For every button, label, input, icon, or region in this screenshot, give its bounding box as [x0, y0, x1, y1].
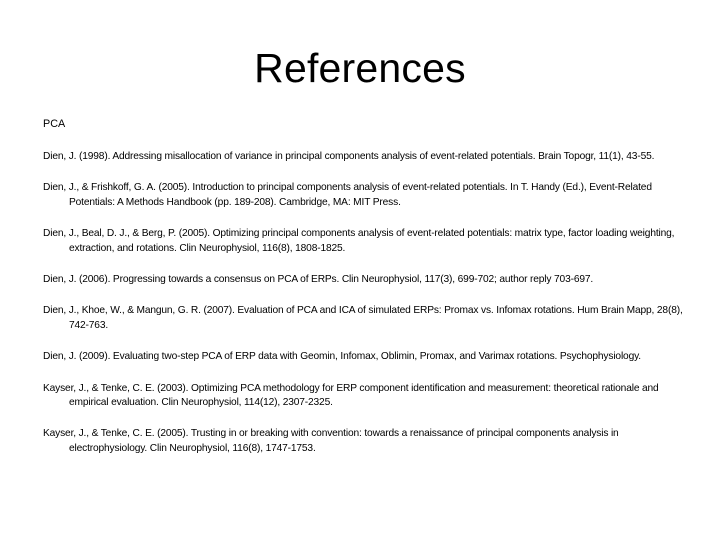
reference-item: Dien, J. (1998). Addressing misallocation of variance in principal components analysis of event-related potentials. Brain Topogr, 11(1), 43-55. — [43, 151, 655, 162]
slide-body — [43, 117, 683, 473]
slide-title: References — [254, 45, 466, 91]
reference-item: Kayser, J., & Tenke, C. E. (2005). Trusting in or breaking with convention: towards a renaissance of principal components analysis in electrophysiology. Clin Neurophysiol, 116(8), 1747-1753. — [43, 428, 619, 454]
reference-item: Dien, J., Beal, D. J., & Berg, P. (2005). Optimizing principal components analysis of event-related potentials: matrix type, factor loading weighting, extraction, and rotations. Clin Neurophysiol, 116(8), 1808-1825. — [43, 228, 675, 254]
reference-item: Dien, J., Khoe, W., & Mangun, G. R. (2007). Evaluation of PCA and ICA of simulated ERPs: Promax vs. Infomax rotations. Hum Brain Mapp, 28(8), 742-763. — [43, 305, 683, 331]
reference-list — [43, 150, 683, 456]
reference-item: Kayser, J., & Tenke, C. E. (2003). Optimizing PCA methodology for ERP component identification and measurement: theoretical rationale and empirical evaluation. Clin Neurophysiol, 114(12), 2307-2325. — [43, 382, 659, 409]
reference-item: Dien, J. (2006). Progressing towards a consensus on PCA of ERPs. Clin Neurophysiol, 117(3), 699-702; author reply 703-697. — [43, 274, 594, 286]
section-label: PCA — [43, 118, 66, 130]
reference-item: Dien, J., & Frishkoff, G. A. (2005). Introduction to principal components analysis of event-related potentials. In T. Handy (Ed.), Event-Related Potentials: A Methods Handbook (pp. 189-208). Cambridge, MA: MIT Press. — [43, 182, 652, 208]
reference-item: Dien, J. (2009). Evaluating two-step PCA of ERP data with Geomin, Infomax, Oblimin, Promax, and Varimax rotations. Psychophysiology. — [43, 351, 641, 363]
